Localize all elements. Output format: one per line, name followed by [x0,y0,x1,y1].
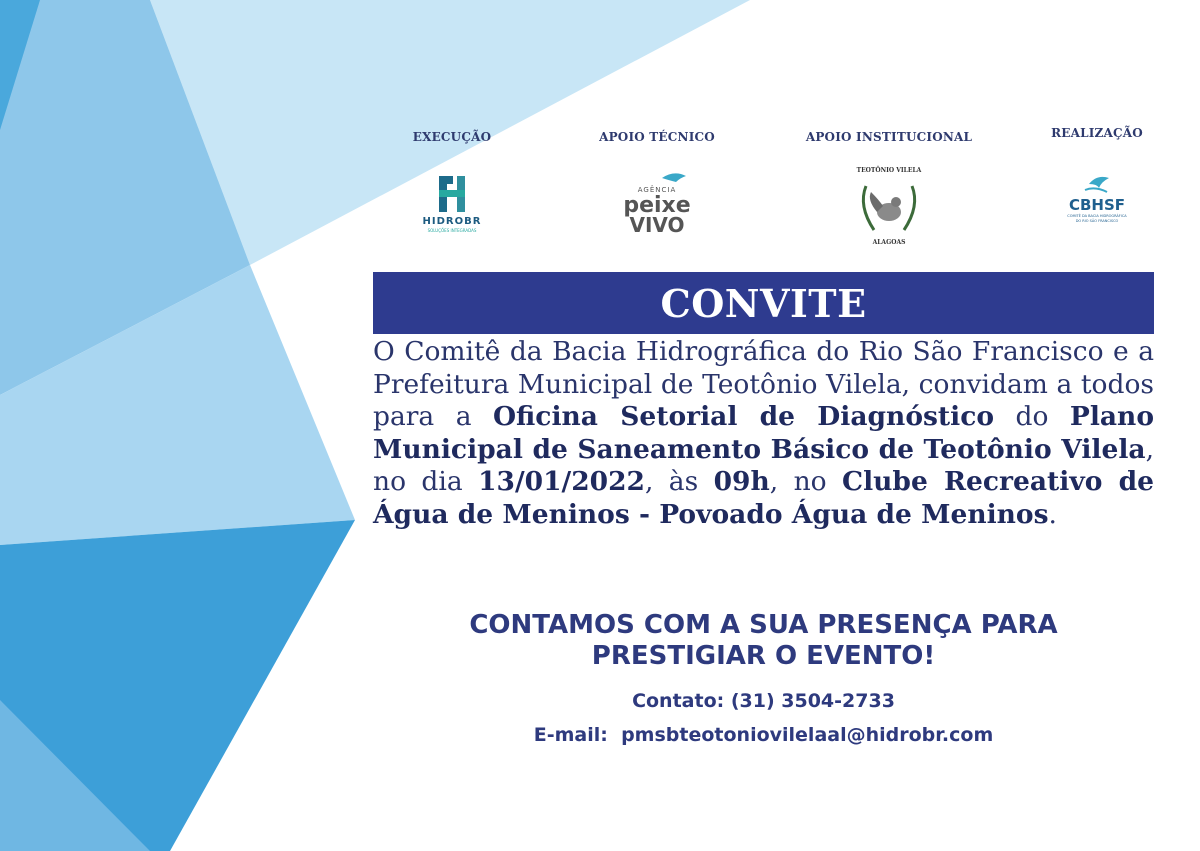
body-text-1: O Comitê da Bacia Hidrográfica do Rio São Francisco e a Prefeitura Municipal de Teotônio Vilela, convidam a todos para a [373,336,1154,432]
contact-email[interactable]: E-mail: pmsbteotoniovilelaal@hidrobr.com [533,724,994,746]
body-text-5: , no [769,466,842,497]
body-bold-plan: Plano Municipal de Saneamento Básico de Teotônio Vilela [373,401,1154,465]
cbhsf-logo-sub2: DO RIO SÃO FRANCISCO [1075,219,1119,223]
sponsor-label: APOIO INSTITUCIONAL [805,130,973,144]
sponsors-row [372,126,1172,260]
banner-title: CONVITE [660,280,867,326]
hidrobr-logo-icon [392,174,512,244]
body-text-4: , às [644,466,714,497]
body-bold-time: 09h [713,466,770,497]
peixe-logo-top: AGÊNCIA [637,186,677,194]
cbhsf-logo-sub1: COMITÊ DA BACIA HIDROGRÁFICA [1067,214,1127,218]
sponsor-label: EXECUÇÃO [412,130,492,144]
sponsor-realizacao [1032,126,1162,245]
body-bold-date: 13/01/2022 [478,466,645,497]
invitation-body [373,336,1154,531]
body-text-2: do [994,401,1070,432]
cbhsf-logo-icon [1047,170,1147,240]
closing-message [373,610,1154,672]
closing-line-2: PRESTIGIAR O EVENTO! [591,641,936,671]
contact-phone: Contato: (31) 3504-2733 [632,690,895,712]
body-bold-event: Oficina Setorial de Diagnóstico [492,401,995,432]
seal-bottom-text: ALAGOAS [872,239,906,246]
sponsor-label: APOIO TÉCNICO [599,130,715,144]
peixe-logo-mid: peixe [623,193,691,218]
body-text-3: , no dia [373,433,1154,497]
body-text-6: . [1048,498,1057,530]
hidrobr-logo-text: HIDROBR [422,216,482,227]
fish-logo-icon [592,168,722,246]
cbhsf-logo-text: CBHSF [1068,196,1126,214]
municipal-seal-icon [844,158,934,248]
hidrobr-logo-sub: SOLUÇÕES INTEGRADAS [427,228,477,233]
sponsor-apoio-tecnico [592,130,722,251]
title-banner [373,272,1154,334]
seal-top-text: TEOTÔNIO VILELA [856,167,922,174]
body-bold-venue: Clube Recreativo de Água de Meninos - Povoado Água de Meninos [373,466,1155,530]
sponsor-apoio-institucional [804,130,974,253]
sponsor-execucao [392,130,512,249]
sponsor-label: REALIZAÇÃO [1051,126,1143,140]
closing-line-1: CONTAMOS COM A SUA PRESENÇA PARA [469,610,1058,640]
peixe-logo-bottom: VIVO [629,213,685,237]
